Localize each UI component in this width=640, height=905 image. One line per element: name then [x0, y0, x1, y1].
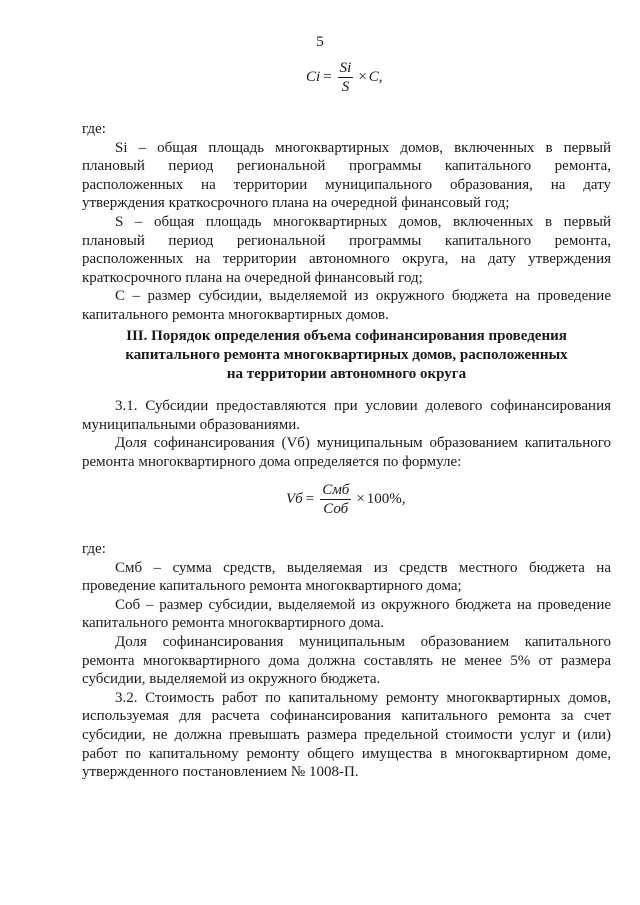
- formula-ci-numerator: Si: [339, 60, 352, 76]
- paragraph-3-1: 3.1. Субсидии предоставляются при условии долевого софинансирования муниципальными образованиями.: [82, 398, 611, 433]
- paragraph-minimum-share: Доля софинансирования муниципальным образованием капитального ремонта многоквартирного дома должна составлять не менее 5% от размера субсидии, выделяемой из окружного бюджета.: [82, 633, 611, 688]
- section-heading: [82, 327, 611, 384]
- paragraph-3-2: 3.2. Стоимость работ по капитальному ремонту многоквартирных домов, используемая для расчета софинансирования капитального ремонта за счет субсидии, не должна превышать размера предельной стоимости услуг и (или) работ по капитальному ремонту общего имущества в многоквартирном доме, утвержденного постановлением № 1008-П.: [82, 689, 611, 781]
- definition-s: S – общая площадь многоквартирных домов, включенных в первый плановый период региональной программы капитального ремонта, расположенных на территории автономного округа, на дату утверждения краткосрочного плана на очередной финансовый год;: [82, 213, 611, 286]
- paragraph-share-formula-intro: Доля софинансирования (Vб) муниципальным образованием капитального ремонта многоквартирного дома определяется по формуле:: [82, 435, 611, 470]
- formula-ci-denominator: S: [341, 79, 350, 95]
- section-heading-line-2: капитального ремонта многоквартирных домов, расположенных: [125, 347, 568, 363]
- definition-si: Si – общая площадь многоквартирных домов, включенных в первый плановый период региональной программы капитального ремонта, расположенных на территории муниципального образования, на дату утверждения краткосрочного плана на очередной финансовый год;: [82, 139, 611, 212]
- definition-sob: Соб – размер субсидии, выделяемой из окружного бюджета на проведение капитального ремонта многоквартирного дома.: [82, 596, 611, 632]
- formula-vb-lhs: Vб: [286, 491, 303, 507]
- definitions-block-2: [82, 540, 611, 782]
- page-number: 5: [316, 34, 324, 50]
- where-label-2: где:: [82, 541, 106, 557]
- section-paragraphs: [82, 397, 611, 471]
- section-heading-line-3: на территории автономного округа: [226, 366, 467, 382]
- definition-c: С – размер субсидии, выделяемой из окружного бюджета на проведение капитального ремонта многоквартирных домов.: [82, 288, 611, 323]
- definitions-block-1: [82, 120, 611, 325]
- formula-ci-equals: =: [323, 69, 332, 85]
- formula-vb-fraction: [320, 482, 351, 517]
- definition-smb: Смб – сумма средств, выделяемая из средств местного бюджета на проведение капитального ремонта многоквартирного дома;: [82, 559, 611, 595]
- formula-vb-rhs: 100%,: [366, 491, 406, 507]
- formula-ci-times: ×: [358, 69, 367, 85]
- formula-ci-rhs: C,: [368, 69, 383, 85]
- formula-ci-fraction: [338, 60, 354, 95]
- where-label-1: где:: [82, 121, 106, 137]
- formula-vb-denominator: Соб: [323, 501, 349, 517]
- formula-ci: [306, 60, 383, 95]
- formula-vb-equals: =: [305, 491, 315, 507]
- formula-ci-lhs: Ci: [306, 69, 321, 85]
- formula-vb: [286, 482, 406, 517]
- formula-vb-numerator: Смб: [322, 482, 350, 498]
- section-heading-line-1: III. Порядок определения объема софинансирования проведения: [126, 328, 567, 344]
- formula-vb-times: ×: [356, 491, 365, 507]
